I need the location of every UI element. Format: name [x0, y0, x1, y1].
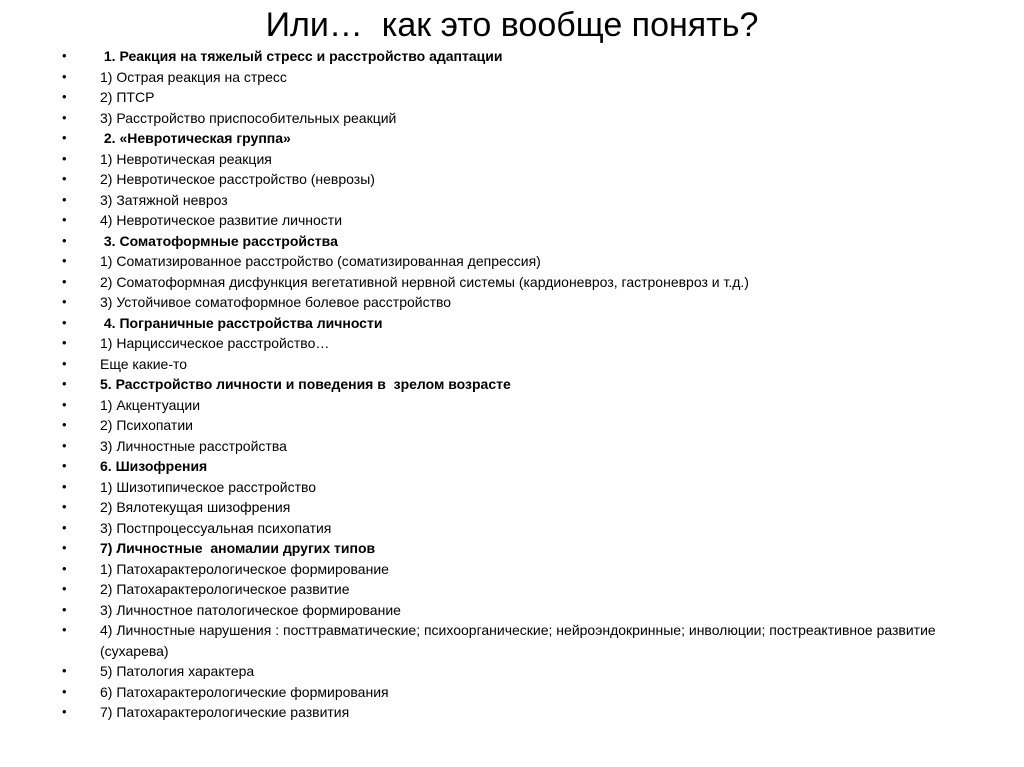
list-item-text: 3) Расстройство приспособительных реакций: [100, 109, 397, 126]
bullet-icon: •: [62, 171, 67, 186]
bullet-icon: •: [62, 109, 67, 125]
list-item-text: 2) Психопатии: [100, 417, 193, 433]
bullet-icon: •: [62, 622, 67, 637]
bullet-icon: •: [62, 396, 67, 412]
list-item: [0, 702, 1024, 723]
bullet-icon: •: [62, 437, 67, 453]
list-item: [0, 559, 1024, 580]
bullet-icon: •: [62, 601, 67, 617]
bullet-icon: •: [62, 540, 67, 555]
bullet-icon: •: [62, 212, 67, 227]
list-item-text: 2) ПТСР: [100, 89, 155, 105]
list-item-text: 3. Соматоформные расстройства: [100, 232, 338, 249]
list-item: [0, 538, 1024, 559]
list-item: [0, 436, 1024, 457]
list-item-text: 2. «Невротическая группа»: [100, 130, 291, 146]
list-item: [0, 600, 1024, 621]
list-item-text: 3) Устойчивое соматоформное болевое расстройство: [100, 294, 452, 310]
bullet-icon: •: [62, 273, 67, 289]
bullet-icon: •: [62, 130, 67, 145]
list-item-text: 7) Патохарактерологические развития: [100, 704, 350, 720]
list-item: [0, 415, 1024, 436]
bullet-icon: •: [62, 253, 67, 268]
list-item: [0, 518, 1024, 539]
bullet-icon: •: [62, 478, 67, 494]
bullet-icon: •: [62, 458, 67, 473]
bullet-icon: •: [62, 314, 67, 330]
bullet-icon: •: [62, 68, 67, 84]
list-item-text: 3) Личностное патологическое формирование: [100, 601, 401, 618]
list-item-text: 5. Расстройство личности и поведения в зрелом возрасте: [100, 376, 511, 392]
list-item-text: 1) Острая реакция на стресс: [100, 68, 287, 85]
bullet-icon: •: [62, 417, 67, 432]
list-item-text: 1) Невротическая реакция: [100, 150, 272, 167]
bullet-icon: •: [62, 232, 67, 248]
bullet-icon: •: [62, 150, 67, 166]
list-item-text: Еще какие-то: [100, 355, 188, 372]
list-item: [0, 231, 1024, 252]
list-item: [0, 169, 1024, 190]
list-item-text: 1) Акцентуации: [100, 396, 201, 413]
list-item: [0, 579, 1024, 600]
list-item: [0, 292, 1024, 313]
list-item: [0, 497, 1024, 518]
list-item: [0, 108, 1024, 129]
list-item: [0, 395, 1024, 416]
list-item-text: 1) Нарциссическое расстройство…: [100, 335, 330, 351]
list-item-text: 4. Пограничные расстройства личности: [100, 314, 383, 331]
list-item-text: 7) Личностные аномалии других типов: [100, 540, 376, 556]
list-item-text: 6) Патохарактерологические формирования: [100, 683, 389, 700]
list-item-text: 4) Невротическое развитие личности: [100, 212, 343, 228]
list-item: [0, 87, 1024, 108]
bullet-icon: •: [62, 355, 67, 371]
bullet-icon: •: [62, 376, 67, 391]
list-item: [0, 210, 1024, 231]
list-item-text: 3) Постпроцессуальная психопатия: [100, 519, 332, 536]
list-item-text: 6. Шизофрения: [100, 458, 208, 474]
list-item: [0, 190, 1024, 211]
list-item: [0, 661, 1024, 682]
bullet-icon: •: [62, 294, 67, 309]
list-item: [0, 477, 1024, 498]
list-item: [0, 682, 1024, 703]
list-item-text: 1) Соматизированное расстройство (соматизированная депрессия): [100, 253, 541, 269]
list-item: [0, 333, 1024, 354]
list-item: [0, 354, 1024, 375]
list-item: [0, 456, 1024, 477]
content-list: [0, 46, 1024, 723]
list-item: [0, 313, 1024, 334]
list-item: [0, 149, 1024, 170]
bullet-icon: •: [62, 519, 67, 535]
list-item: [0, 67, 1024, 88]
list-item: [0, 620, 1024, 661]
list-item-text: 1. Реакция на тяжелый стресс и расстройство адаптации: [100, 48, 503, 64]
list-item-text: 4) Личностные нарушения : посттравматические; психоорганические; нейроэндокринные; инволюции; постреактивное развитие (сухарева): [100, 622, 940, 659]
list-item: [0, 251, 1024, 272]
slide-title: Или… как это вообще понять?: [265, 6, 759, 44]
list-item: [0, 272, 1024, 293]
bullet-icon: •: [62, 499, 67, 514]
bullet-icon: •: [62, 704, 67, 719]
list-item: [0, 374, 1024, 395]
list-item-text: 2) Патохарактерологическое развитие: [100, 581, 350, 597]
bullet-icon: •: [62, 48, 67, 63]
list-item-text: 5) Патология характера: [100, 663, 255, 679]
bullet-icon: •: [62, 191, 67, 207]
list-item-text: 3) Личностные расстройства: [100, 437, 287, 454]
list-item-text: 1) Патохарактерологическое формирование: [100, 560, 389, 577]
list-item-text: 2) Невротическое расстройство (неврозы): [100, 171, 375, 187]
list-item-text: 3) Затяжной невроз: [100, 191, 228, 208]
list-item: [0, 46, 1024, 67]
list-item: [0, 128, 1024, 149]
bullet-icon: •: [62, 581, 67, 596]
bullet-icon: •: [62, 663, 67, 678]
list-item-text: 2) Вялотекущая шизофрения: [100, 499, 291, 515]
bullet-icon: •: [62, 683, 67, 699]
bullet-icon: •: [62, 560, 67, 576]
bullet-icon: •: [62, 89, 67, 104]
list-item-text: 2) Соматоформная дисфункция вегетативной нервной системы (кардионевроз, гастроневроз и т.д.): [100, 273, 749, 290]
list-item-text: 1) Шизотипическое расстройство: [100, 478, 317, 495]
bullet-icon: •: [62, 335, 67, 350]
